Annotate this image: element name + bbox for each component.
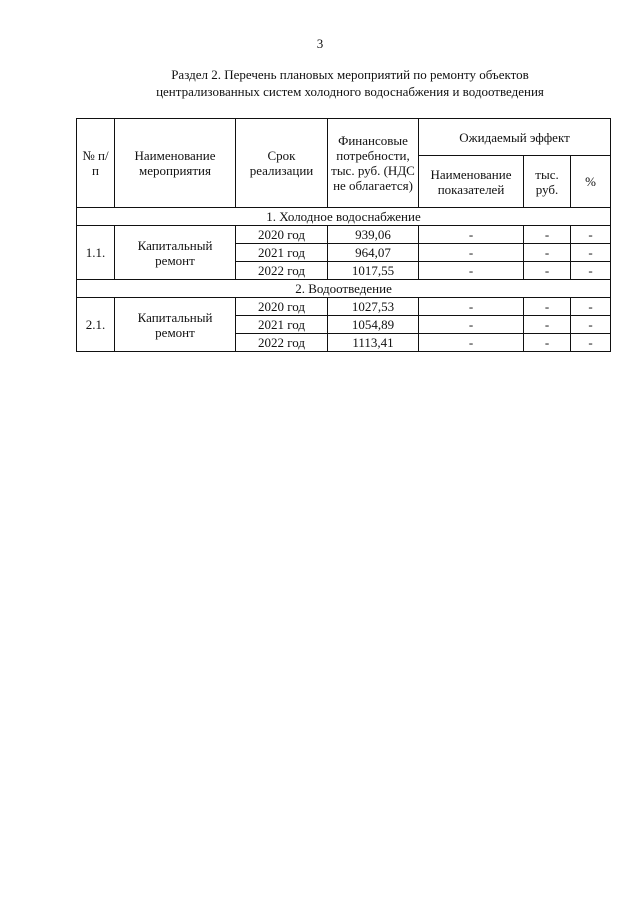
row-year: 2020 год bbox=[236, 226, 328, 244]
row-percent: - bbox=[571, 226, 611, 244]
header-num: № п/п bbox=[77, 119, 115, 208]
header-row-1 bbox=[77, 119, 611, 156]
row-year: 2021 год bbox=[236, 244, 328, 262]
header-percent: % bbox=[571, 156, 611, 208]
header-indicator: Наименование показателей bbox=[419, 156, 524, 208]
row-name: Капитальный ремонт bbox=[115, 226, 236, 280]
row-year: 2020 год bbox=[236, 298, 328, 316]
header-finance: Финансовые потребности, тыс. руб. (НДС не облагается) bbox=[328, 119, 419, 208]
row-thousand: - bbox=[524, 244, 571, 262]
row-num: 1.1. bbox=[77, 226, 115, 280]
table-row bbox=[77, 298, 611, 316]
row-thousand: - bbox=[524, 334, 571, 352]
row-indicator: - bbox=[419, 226, 524, 244]
row-indicator: - bbox=[419, 244, 524, 262]
row-thousand: - bbox=[524, 262, 571, 280]
row-thousand: - bbox=[524, 316, 571, 334]
row-percent: - bbox=[571, 262, 611, 280]
header-term: Срок реализации bbox=[236, 119, 328, 208]
section-title bbox=[90, 66, 610, 100]
group-title: 2. Водоотведение bbox=[77, 280, 611, 298]
row-year: 2021 год bbox=[236, 316, 328, 334]
row-name: Капитальный ремонт bbox=[115, 298, 236, 352]
row-finance: 1027,53 bbox=[328, 298, 419, 316]
row-indicator: - bbox=[419, 334, 524, 352]
row-thousand: - bbox=[524, 226, 571, 244]
header-name: Наименование мероприятия bbox=[115, 119, 236, 208]
page-number: 3 bbox=[316, 36, 324, 51]
row-year: 2022 год bbox=[236, 262, 328, 280]
table-row bbox=[77, 226, 611, 244]
header-effect: Ожидаемый эффект bbox=[419, 119, 611, 156]
group-title: 1. Холодное водоснабжение bbox=[77, 208, 611, 226]
row-indicator: - bbox=[419, 316, 524, 334]
group-row bbox=[77, 280, 611, 298]
header-thousand-rub: тыс. руб. bbox=[524, 156, 571, 208]
row-percent: - bbox=[571, 244, 611, 262]
row-finance: 964,07 bbox=[328, 244, 419, 262]
row-percent: - bbox=[571, 316, 611, 334]
section-title-line-2: централизованных систем холодного водоснабжения и водоотведения bbox=[156, 84, 544, 99]
row-indicator: - bbox=[419, 262, 524, 280]
section-title-line-1: Раздел 2. Перечень плановых мероприятий по ремонту объектов bbox=[171, 67, 529, 82]
row-finance: 1113,41 bbox=[328, 334, 419, 352]
row-finance: 1054,89 bbox=[328, 316, 419, 334]
row-indicator: - bbox=[419, 298, 524, 316]
row-year: 2022 год bbox=[236, 334, 328, 352]
row-finance: 939,06 bbox=[328, 226, 419, 244]
row-percent: - bbox=[571, 334, 611, 352]
row-num: 2.1. bbox=[77, 298, 115, 352]
group-row bbox=[77, 208, 611, 226]
row-finance: 1017,55 bbox=[328, 262, 419, 280]
plan-table bbox=[76, 118, 611, 352]
row-thousand: - bbox=[524, 298, 571, 316]
row-percent: - bbox=[571, 298, 611, 316]
